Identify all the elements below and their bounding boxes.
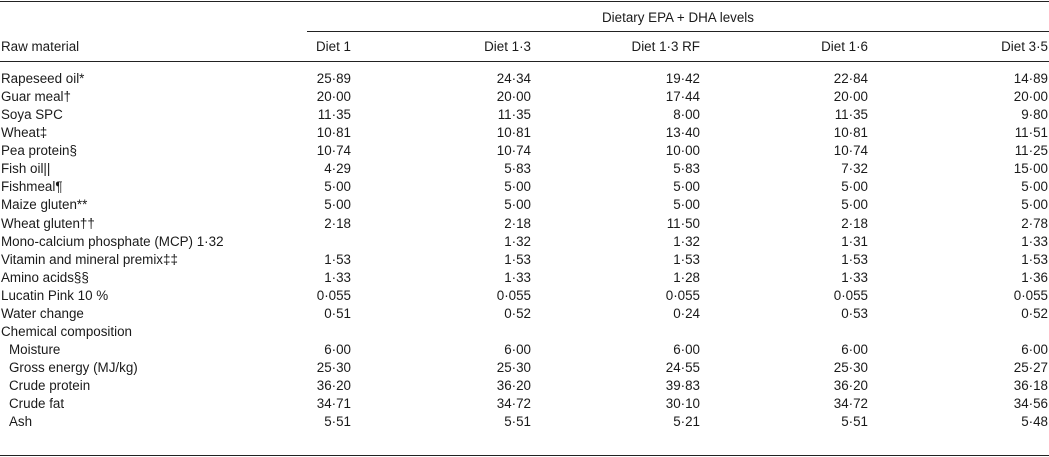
table-cell: 24·34 xyxy=(496,71,531,86)
table-row xyxy=(0,143,1049,161)
table-cell: 36·20 xyxy=(833,378,868,394)
table-cell: 10·81 xyxy=(316,125,351,141)
table-row xyxy=(0,71,1049,89)
row-label: Vitamin and mineral premix‡‡ xyxy=(1,251,178,267)
row-label: Crude protein xyxy=(9,378,91,394)
table-cell: 1·53 xyxy=(504,251,531,267)
table-cell: 6·00 xyxy=(324,342,351,358)
table-cell: 6·00 xyxy=(673,342,700,358)
table-cell: 10·81 xyxy=(833,125,868,141)
column-header-diet-1-3-rf: Diet 1·3 RF xyxy=(631,39,700,54)
row-label: Gross energy (MJ/kg) xyxy=(9,360,138,376)
table-row xyxy=(0,270,1049,288)
table-row xyxy=(0,234,1049,252)
table-cell: 8·00 xyxy=(673,107,700,123)
table-cell: 0·51 xyxy=(324,305,351,321)
table-cell: 25·89 xyxy=(316,71,351,86)
row-header: Raw material xyxy=(1,39,80,54)
table-cell: 5·83 xyxy=(673,161,700,177)
table-cell: 20·00 xyxy=(833,89,868,105)
table-cell: 0·24 xyxy=(673,305,700,321)
column-header-diet-1-3: Diet 1·3 xyxy=(484,39,531,54)
table-row xyxy=(0,125,1049,143)
table-cell: 1·36 xyxy=(1021,269,1048,285)
row-label: Lucatin Pink 10 % xyxy=(1,287,109,303)
table-cell: 5·00 xyxy=(673,197,700,213)
table-cell: 24·55 xyxy=(665,360,700,376)
table-cell: 11·51 xyxy=(1014,125,1048,141)
table-cell: 39·83 xyxy=(665,378,700,394)
table-cell: 1·53 xyxy=(841,251,868,267)
table-row xyxy=(0,107,1049,125)
table-cell: 34·72 xyxy=(833,396,868,412)
table-cell: 36·20 xyxy=(316,378,351,394)
table-cell: 5·00 xyxy=(324,179,351,195)
super-header: Dietary EPA + DHA levels xyxy=(602,10,754,25)
table-cell: 15·00 xyxy=(1013,161,1048,177)
table-row xyxy=(0,252,1049,270)
table-cell: 30·10 xyxy=(665,396,700,412)
table-cell: 20·00 xyxy=(1013,89,1048,105)
table-cell: 5·00 xyxy=(841,197,868,213)
table-cell: 25·30 xyxy=(316,360,351,376)
table-cell: 5·00 xyxy=(324,197,351,213)
table-cell: 22·84 xyxy=(833,71,868,86)
table-cell: 5·00 xyxy=(504,179,531,195)
table-cell: 2·18 xyxy=(504,215,531,231)
table-cell: 36·20 xyxy=(496,378,531,394)
table-cell: 0·055 xyxy=(665,287,700,303)
table-cell: 10·81 xyxy=(496,125,531,141)
row-label: Maize gluten** xyxy=(1,197,88,213)
table-row xyxy=(0,360,1049,378)
table-cell: 1·53 xyxy=(1021,251,1048,267)
table-cell: 2·18 xyxy=(324,215,351,231)
table-row xyxy=(0,161,1049,179)
table-row xyxy=(0,306,1049,324)
table-cell: 1·53 xyxy=(673,251,700,267)
table-cell: 6·00 xyxy=(841,342,868,358)
table-cell: 11·35 xyxy=(317,107,351,123)
bottom-rule xyxy=(0,455,1049,456)
table-cell: 25·30 xyxy=(833,360,868,376)
row-label: Moisture xyxy=(9,342,61,358)
table-cell: 5·51 xyxy=(504,414,531,430)
table-row xyxy=(0,396,1049,414)
table-cell: 7·32 xyxy=(841,161,868,177)
row-label: Pea protein§ xyxy=(1,143,77,159)
row-label: Wheat gluten†† xyxy=(1,215,95,231)
table-cell: 2·78 xyxy=(1021,215,1048,231)
table-cell: 1·33 xyxy=(504,269,531,285)
table-cell: 5·51 xyxy=(324,414,351,430)
table-row xyxy=(0,216,1049,234)
table-cell: 5·00 xyxy=(1021,197,1048,213)
table-cell: 1·33 xyxy=(1021,233,1048,249)
table-cell: 1·32 xyxy=(504,233,531,249)
table-cell: 5·00 xyxy=(504,197,531,213)
table-cell: 5·83 xyxy=(504,161,531,177)
table-cell: 20·00 xyxy=(496,89,531,105)
table-cell: 25·27 xyxy=(1013,360,1048,376)
table-cell: 0·055 xyxy=(1013,287,1048,303)
table-cell: 36·18 xyxy=(1013,378,1048,394)
column-header-diet-1-6: Diet 1·6 xyxy=(821,39,868,54)
table-cell: 1·28 xyxy=(673,269,700,285)
table-cell: 4·29 xyxy=(324,161,351,177)
table-row xyxy=(0,414,1049,432)
table-cell: 17·44 xyxy=(665,89,700,105)
row-label: Amino acids§§ xyxy=(1,269,89,285)
row-label: Water change xyxy=(1,305,84,321)
row-label: Mono-calcium phosphate (MCP) 1·32 xyxy=(1,233,224,249)
table-cell: 11·35 xyxy=(834,107,868,123)
table-cell: 10·00 xyxy=(665,143,700,159)
table-row xyxy=(0,342,1049,360)
table-cell: 0·52 xyxy=(504,305,531,321)
row-label: Crude fat xyxy=(9,396,65,412)
table-cell: 25·30 xyxy=(496,360,531,376)
table-cell: 1·32 xyxy=(673,233,700,249)
table-cell: 34·56 xyxy=(1013,396,1048,412)
table-cell: 5·00 xyxy=(841,179,868,195)
table-cell: 6·00 xyxy=(504,342,531,358)
table-cell: 0·055 xyxy=(316,287,351,303)
row-label: Ash xyxy=(9,414,33,430)
row-label: Fishmeal¶ xyxy=(1,179,63,195)
table-cell: 20·00 xyxy=(316,89,351,105)
table-cell: 13·40 xyxy=(665,125,700,141)
row-label: Fish oil|| xyxy=(1,161,51,177)
table-cell: 5·21 xyxy=(673,414,700,430)
table-row xyxy=(0,197,1049,215)
table-cell: 1·33 xyxy=(841,269,868,285)
table-cell: 1·53 xyxy=(324,251,351,267)
column-header-diet-3-5: Diet 3·5 xyxy=(1001,39,1048,54)
row-label: Soya SPC xyxy=(1,107,63,123)
table-cell: 9·80 xyxy=(1021,107,1048,123)
section-label-row xyxy=(0,324,1049,342)
table-cell: 5·51 xyxy=(841,414,868,430)
table-cell: 10·74 xyxy=(833,143,868,159)
header-rule xyxy=(0,61,1049,62)
row-label: Rapeseed oil* xyxy=(1,71,85,86)
section-label: Chemical composition xyxy=(1,323,132,339)
table-cell: 5·00 xyxy=(673,179,700,195)
table-row xyxy=(0,179,1049,197)
table-row xyxy=(0,288,1049,306)
table-row xyxy=(0,378,1049,396)
table-cell: 14·89 xyxy=(1013,71,1048,86)
table-cell: 11·25 xyxy=(1014,143,1048,159)
table-cell: 19·42 xyxy=(665,71,700,86)
table-cell: 10·74 xyxy=(496,143,531,159)
table-cell: 6·00 xyxy=(1021,342,1048,358)
table-row xyxy=(0,89,1049,107)
table-cell: 10·74 xyxy=(316,143,351,159)
table-cell: 0·055 xyxy=(496,287,531,303)
table-cell: 34·71 xyxy=(316,396,351,412)
super-header-rule xyxy=(307,31,1049,32)
table-cell: 1·33 xyxy=(324,269,351,285)
table-cell: 0·53 xyxy=(841,305,868,321)
column-header-diet-1: Diet 1 xyxy=(316,39,351,54)
table-cell: 0·52 xyxy=(1021,305,1048,321)
table-cell: 34·72 xyxy=(496,396,531,412)
top-rule xyxy=(0,1,1049,2)
table-cell: 0·055 xyxy=(833,287,868,303)
row-label: Wheat‡ xyxy=(1,125,48,141)
table-cell: 2·18 xyxy=(841,215,868,231)
table-cell: 11·35 xyxy=(497,107,531,123)
table-cell: 5·48 xyxy=(1021,414,1048,430)
row-label: Guar meal† xyxy=(1,89,71,105)
table-cell: 11·50 xyxy=(666,215,700,231)
table-cell: 5·00 xyxy=(1021,179,1048,195)
table-cell: 1·31 xyxy=(841,233,868,249)
